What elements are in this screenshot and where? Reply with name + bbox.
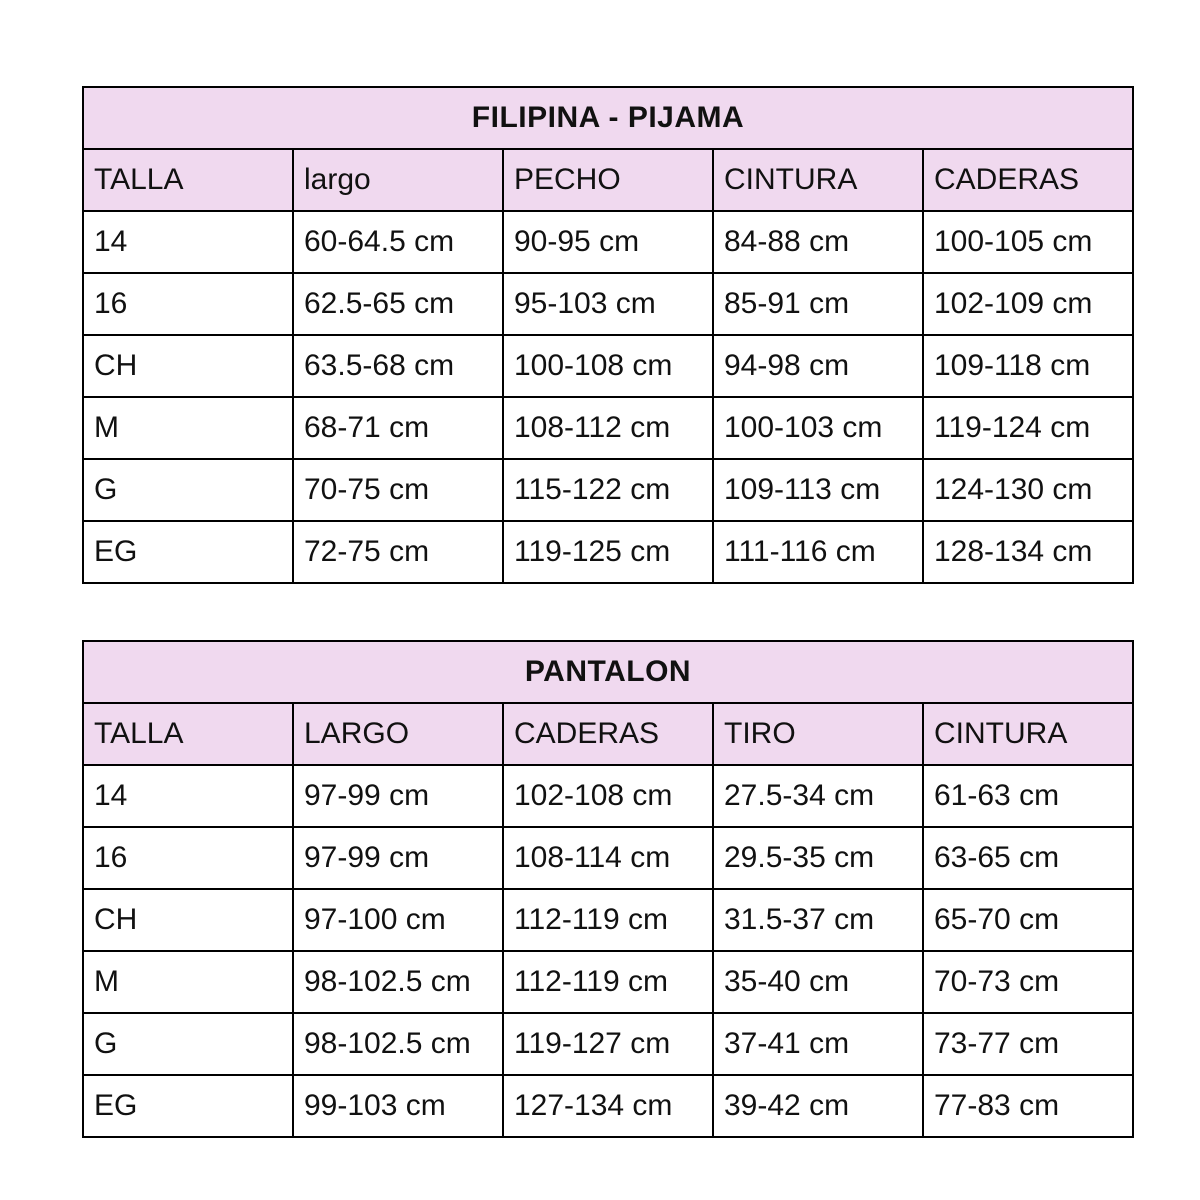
cell-largo: 62.5-65 cm — [293, 273, 503, 335]
cell-talla: EG — [83, 1075, 293, 1137]
cell-talla: G — [83, 459, 293, 521]
cell-largo: 60-64.5 cm — [293, 211, 503, 273]
cell-tiro: 29.5-35 cm — [713, 827, 923, 889]
cell-largo: 98-102.5 cm — [293, 1013, 503, 1075]
cell-cintura: 109-113 cm — [713, 459, 923, 521]
cell-caderas: 128-134 cm — [923, 521, 1133, 583]
cell-cintura: 61-63 cm — [923, 765, 1133, 827]
table-row — [83, 765, 1133, 827]
pantalon-size-table — [82, 640, 1134, 1138]
table-title: FILIPINA - PIJAMA — [83, 87, 1133, 149]
cell-cintura: 73-77 cm — [923, 1013, 1133, 1075]
table-row — [83, 951, 1133, 1013]
cell-largo: 68-71 cm — [293, 397, 503, 459]
cell-caderas: 119-127 cm — [503, 1013, 713, 1075]
cell-largo: 70-75 cm — [293, 459, 503, 521]
cell-cintura: 84-88 cm — [713, 211, 923, 273]
cell-cintura: 111-116 cm — [713, 521, 923, 583]
cell-largo: 97-99 cm — [293, 827, 503, 889]
column-header-talla: TALLA — [83, 149, 293, 211]
column-header-talla: TALLA — [83, 703, 293, 765]
column-header-cintura: CINTURA — [923, 703, 1133, 765]
cell-talla: M — [83, 951, 293, 1013]
cell-cintura: 70-73 cm — [923, 951, 1133, 1013]
cell-tiro: 35-40 cm — [713, 951, 923, 1013]
cell-largo: 98-102.5 cm — [293, 951, 503, 1013]
cell-caderas: 112-119 cm — [503, 889, 713, 951]
table-title: PANTALON — [83, 641, 1133, 703]
cell-caderas: 108-114 cm — [503, 827, 713, 889]
table-title-row — [83, 641, 1133, 703]
column-header-cintura: CINTURA — [713, 149, 923, 211]
table-header-row — [83, 149, 1133, 211]
cell-tiro: 37-41 cm — [713, 1013, 923, 1075]
table-row — [83, 889, 1133, 951]
cell-cintura: 77-83 cm — [923, 1075, 1133, 1137]
table-row — [83, 521, 1133, 583]
column-header-pecho: PECHO — [503, 149, 713, 211]
cell-talla: M — [83, 397, 293, 459]
table-title-row — [83, 87, 1133, 149]
cell-pecho: 90-95 cm — [503, 211, 713, 273]
cell-cintura: 94-98 cm — [713, 335, 923, 397]
column-header-caderas: CADERAS — [923, 149, 1133, 211]
cell-caderas: 102-108 cm — [503, 765, 713, 827]
cell-largo: 97-100 cm — [293, 889, 503, 951]
cell-talla: EG — [83, 521, 293, 583]
cell-largo: 72-75 cm — [293, 521, 503, 583]
table-row — [83, 211, 1133, 273]
cell-caderas: 112-119 cm — [503, 951, 713, 1013]
cell-talla: G — [83, 1013, 293, 1075]
table-gap-divider — [82, 584, 1134, 640]
column-header-caderas: CADERAS — [503, 703, 713, 765]
cell-pecho: 115-122 cm — [503, 459, 713, 521]
table-row — [83, 273, 1133, 335]
cell-cintura: 100-103 cm — [713, 397, 923, 459]
cell-pecho: 108-112 cm — [503, 397, 713, 459]
cell-caderas: 100-105 cm — [923, 211, 1133, 273]
table-header-row — [83, 703, 1133, 765]
column-header-tiro: TIRO — [713, 703, 923, 765]
table-row — [83, 1075, 1133, 1137]
cell-pecho: 100-108 cm — [503, 335, 713, 397]
table-row — [83, 459, 1133, 521]
cell-talla: CH — [83, 335, 293, 397]
cell-talla: CH — [83, 889, 293, 951]
cell-largo: 99-103 cm — [293, 1075, 503, 1137]
table-row — [83, 827, 1133, 889]
cell-caderas: 124-130 cm — [923, 459, 1133, 521]
cell-caderas: 127-134 cm — [503, 1075, 713, 1137]
cell-largo: 63.5-68 cm — [293, 335, 503, 397]
cell-cintura: 85-91 cm — [713, 273, 923, 335]
cell-tiro: 31.5-37 cm — [713, 889, 923, 951]
column-header-largo: largo — [293, 149, 503, 211]
cell-talla: 16 — [83, 827, 293, 889]
cell-cintura: 65-70 cm — [923, 889, 1133, 951]
cell-caderas: 109-118 cm — [923, 335, 1133, 397]
cell-caderas: 102-109 cm — [923, 273, 1133, 335]
cell-cintura: 63-65 cm — [923, 827, 1133, 889]
table-row — [83, 335, 1133, 397]
cell-talla: 14 — [83, 765, 293, 827]
cell-tiro: 27.5-34 cm — [713, 765, 923, 827]
filipina-pijama-size-table — [82, 86, 1134, 584]
cell-pecho: 119-125 cm — [503, 521, 713, 583]
cell-pecho: 95-103 cm — [503, 273, 713, 335]
column-header-largo: LARGO — [293, 703, 503, 765]
cell-largo: 97-99 cm — [293, 765, 503, 827]
table-row — [83, 397, 1133, 459]
cell-talla: 14 — [83, 211, 293, 273]
cell-talla: 16 — [83, 273, 293, 335]
cell-tiro: 39-42 cm — [713, 1075, 923, 1137]
cell-caderas: 119-124 cm — [923, 397, 1133, 459]
table-row — [83, 1013, 1133, 1075]
